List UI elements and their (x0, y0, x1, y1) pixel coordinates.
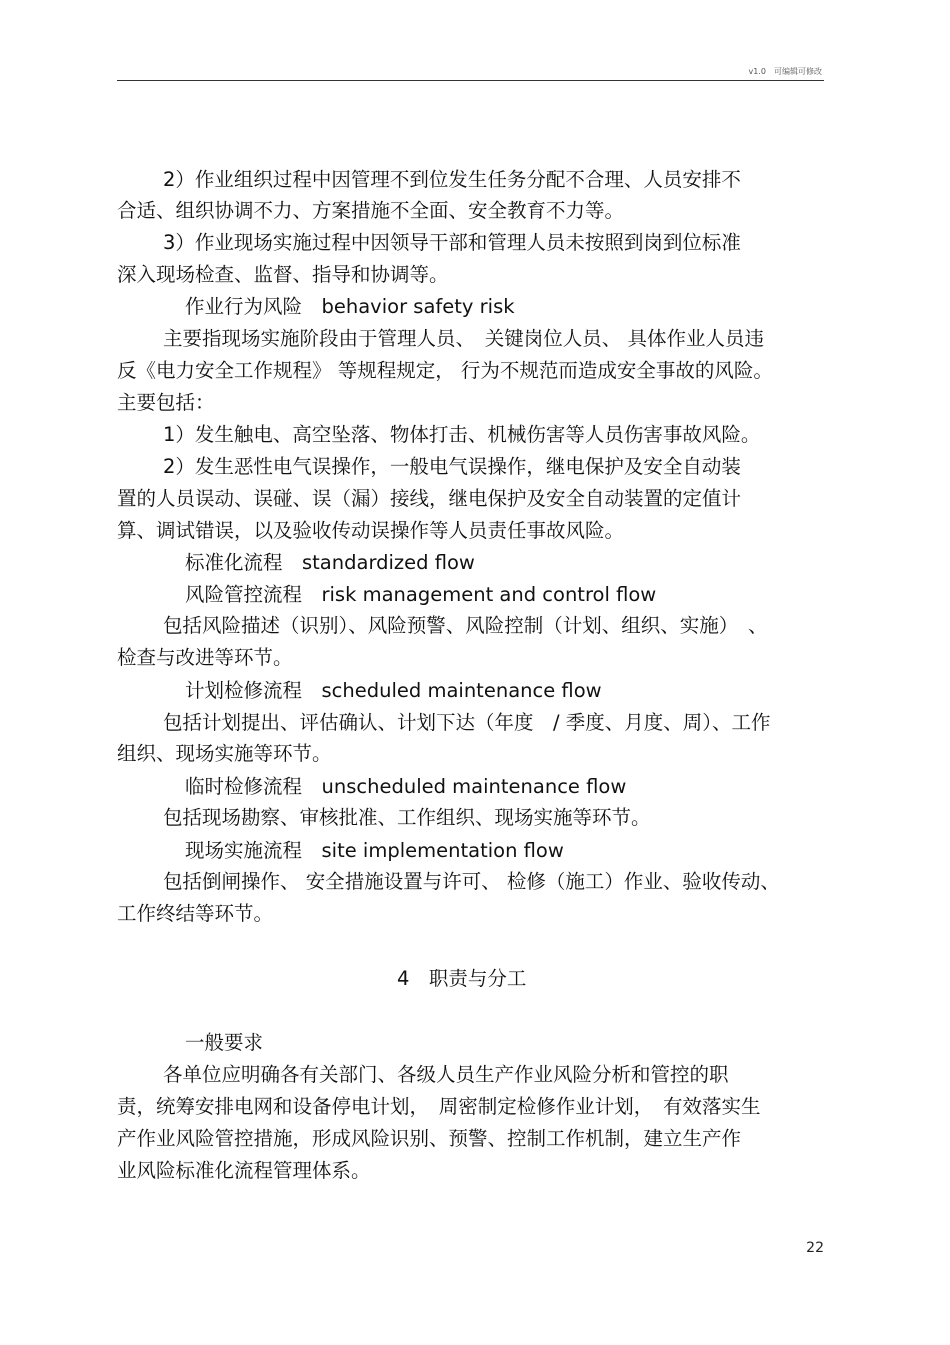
header-version: v1.0 可编辑可修改 (748, 67, 822, 76)
page-number: 22 (806, 1240, 824, 1256)
text-line: 2）作业组织过程中因管理不到位发生任务分配不合理、人员安排不 (163, 168, 741, 191)
text-line: 包括风险描述（识别）、风险预警、风险控制（计划、组织、实施） 、 (163, 614, 768, 637)
text-line: 检查与改进等环节。 (117, 646, 293, 669)
section-heading: 临时检修流程 unscheduled maintenance flow (185, 775, 627, 798)
text-line: 工作终结等环节。 (117, 902, 274, 925)
text-line: 反《电力安全工作规程》 等规程规定， 行为不规范而造成安全事故的风险。 (117, 359, 773, 382)
text-line: 1）发生触电、高空坠落、物体打击、机械伤害等人员伤害事故风险。 (163, 423, 761, 446)
text-line: 深入现场检查、监督、指导和协调等。 (117, 263, 449, 286)
section-heading: 作业行为风险 behavior safety risk (185, 295, 515, 318)
text-line: 算、调试错误，以及验收传动误操作等人员责任事故风险。 (117, 519, 625, 542)
section-heading: 风险管控流程 risk management and control flow (185, 583, 657, 606)
chapter-heading: 4 职责与分工 (397, 967, 527, 990)
text-line: 业风险标准化流程管理体系。 (117, 1159, 371, 1182)
text-line: 包括倒闸操作、 安全措施设置与许可、 检修（施工）作业、验收传动、 (163, 870, 780, 893)
text-line: 产作业风险管控措施，形成风险识别、预警、控制工作机制，建立生产作 (117, 1127, 742, 1150)
text-line: 3）作业现场实施过程中因领导干部和管理人员未按照到岗到位标准 (163, 231, 741, 254)
text-line: 组织、现场实施等环节。 (117, 742, 332, 765)
section-heading: 一般要求 (185, 1031, 264, 1054)
text-line: 责，统筹安排电网和设备停电计划， 周密制定检修作业计划， 有效落实生 (117, 1095, 761, 1118)
text-line: 2）发生恶性电气误操作，一般电气误操作，继电保护及安全自动装 (163, 455, 741, 478)
text-line: 置的人员误动、误碰、误（漏）接线，继电保护及安全自动装置的定值计 (117, 487, 742, 510)
text-line: 各单位应明确各有关部门、各级人员生产作业风险分析和管控的职 (163, 1063, 729, 1086)
text-line: 包括现场勘察、审核批准、工作组织、现场实施等环节。 (163, 806, 651, 829)
text-line: 主要指现场实施阶段由于管理人员、 关键岗位人员、 具体作业人员违 (163, 327, 764, 350)
section-heading: 计划检修流程 scheduled maintenance flow (185, 679, 602, 702)
section-heading: 现场实施流程 site implementation flow (185, 839, 564, 862)
header-rule (117, 80, 824, 81)
text-line: 合适、组织协调不力、方案措施不全面、安全教育不力等。 (117, 199, 625, 222)
text-line: 主要包括： (117, 391, 215, 414)
text-line: 包括计划提出、评估确认、计划下达（年度 / 季度、月度、周）、工作 (163, 711, 771, 734)
section-heading: 标准化流程 standardized flow (185, 551, 475, 574)
